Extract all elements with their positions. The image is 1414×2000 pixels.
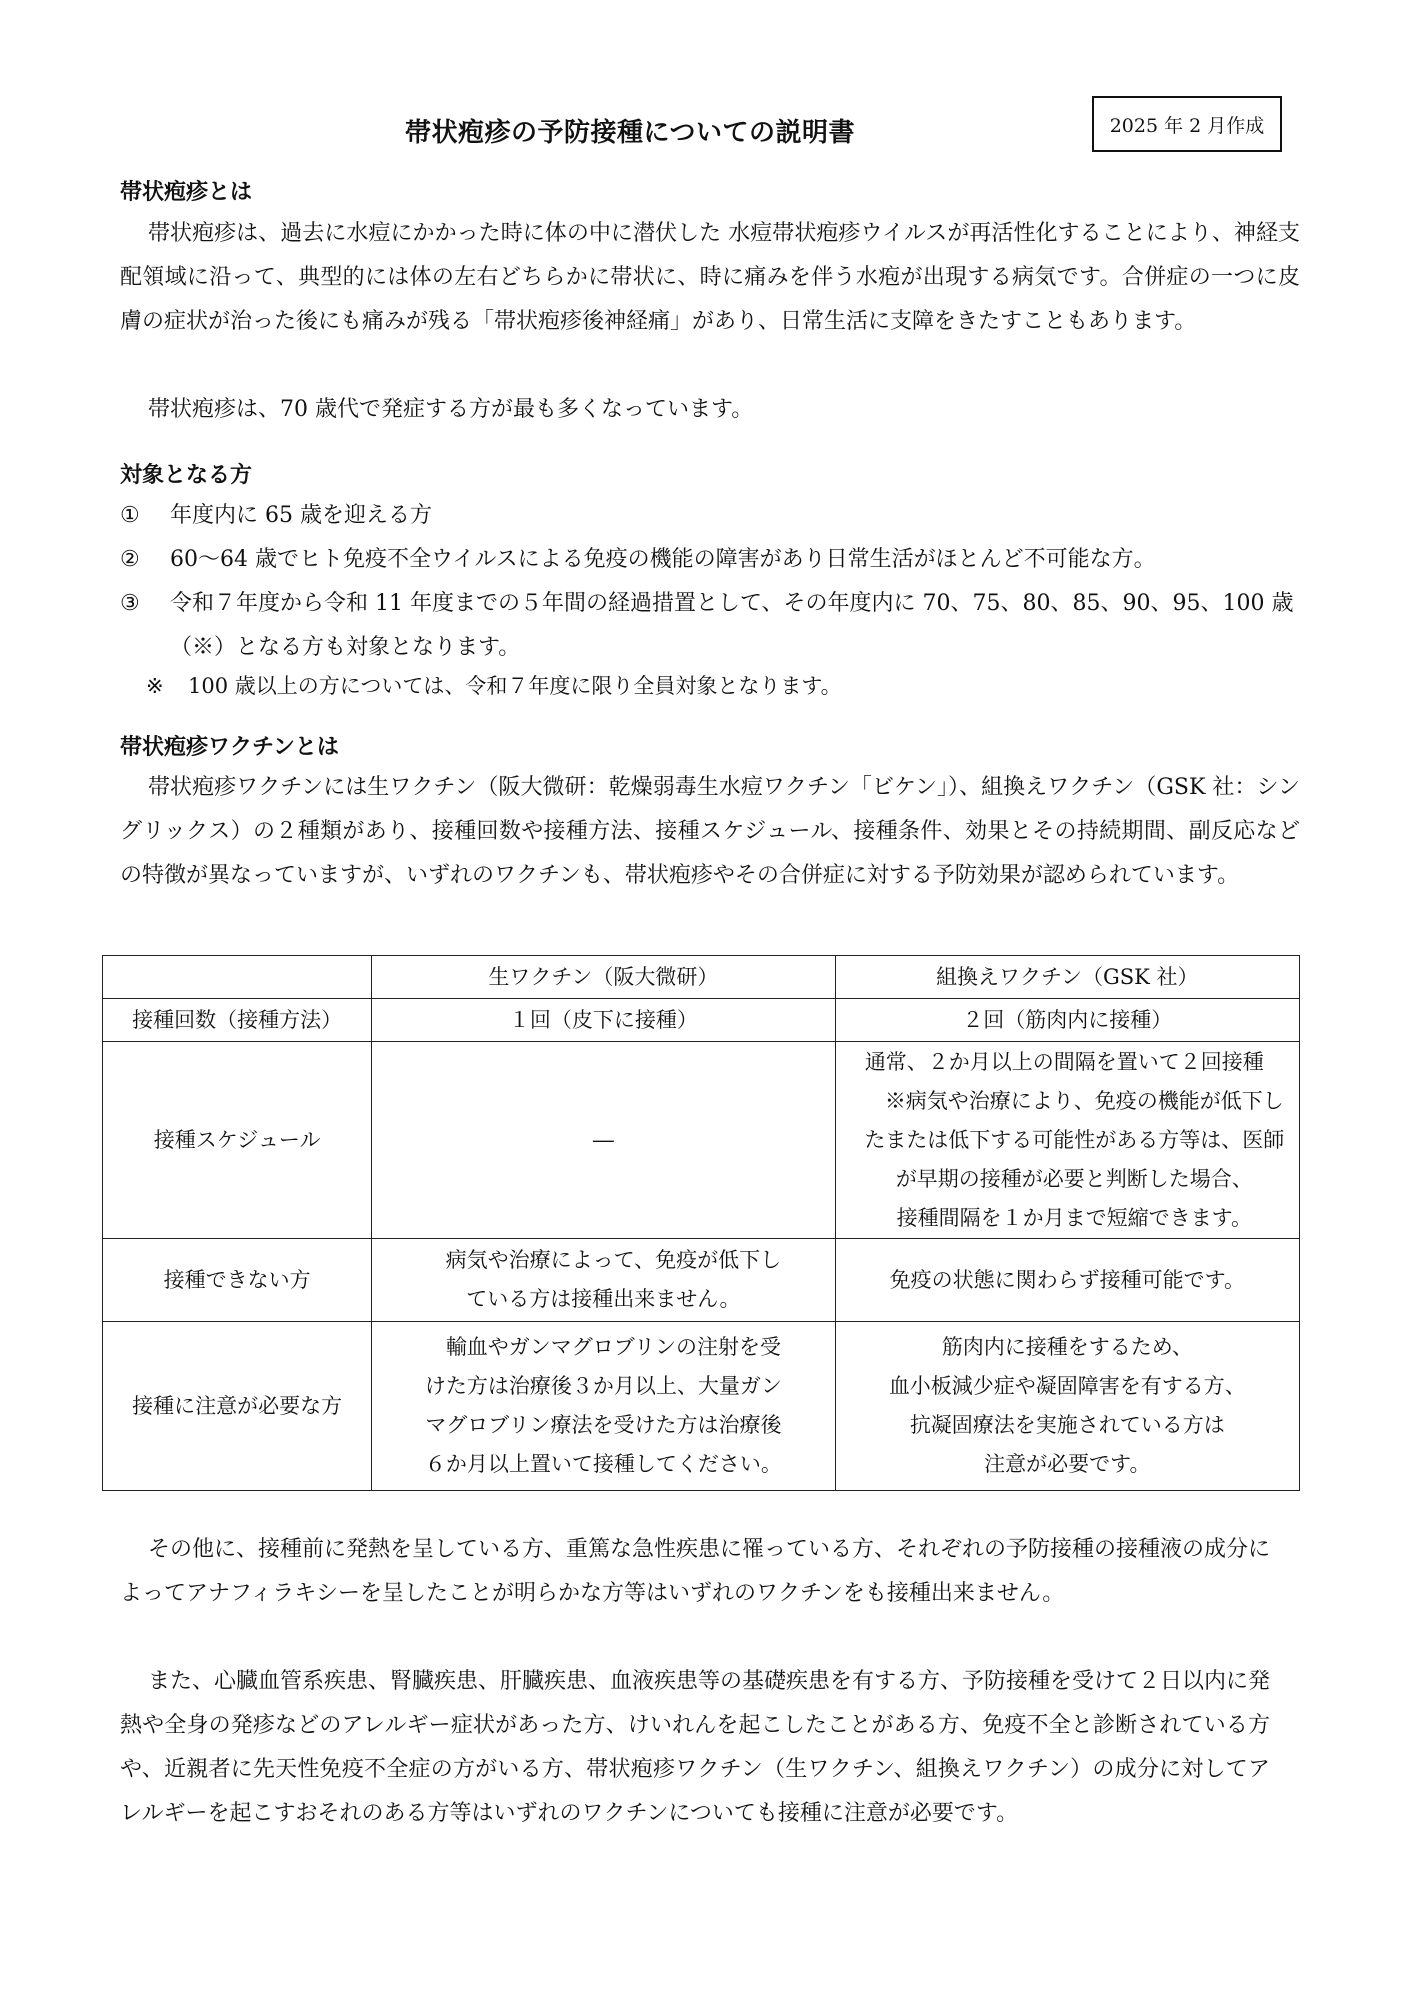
about-paragraph-1: 帯状疱疹は、過去に水痘にかかった時に体の中に潜伏した 水痘帯状疱疹ウイルスが再活性化することにより、神経支配領域に沿って、典型的には体の左右どちらかに帯状に、時に痛みを伴う水疱が出現する病気です。合併症の一つに皮膚の症状が治った後にも痛みが残る「帯状疱疹後神経痛」があり、日常生活に支障をきたすこともあります。 — [120, 221, 1300, 334]
cell-live-schedule: ― — [372, 1042, 835, 1239]
table-header-live: 生ワクチン（阪大微研） — [372, 956, 835, 999]
list-item-text: 60～64 歳でヒト免疫不全ウイルスによる免疫の機能の障害があり日常生活がほとんど不可能な方。 — [170, 547, 1156, 572]
cell-line: ６か月以上置いて接種してください。 — [424, 1452, 782, 1476]
cell-recomb-caution — [835, 1322, 1299, 1491]
list-item — [120, 538, 1300, 582]
target-note — [146, 666, 842, 706]
table-row — [103, 1239, 1300, 1322]
others-paragraph-1: その他に、接種前に発熱を呈している方、重篤な急性疾患に罹っている方、それぞれの予防接種の接種液の成分によってアナフィラキシーを呈したことが明らかな方等はいずれのワクチンをも接種出来ません。 — [120, 1537, 1271, 1606]
cell-live-count: １回（皮下に接種） — [372, 999, 835, 1042]
cell-line: 血小板減少症や凝固障害を有する方、 — [888, 1374, 1246, 1398]
cell-line: けた方は治療後３か月以上、大量ガン — [424, 1374, 782, 1398]
list-item-text: 令和７年度から令和 11 年度までの５年間の経過措置として、その年度内に 70、75、80、85、90、95、100 歳（※）となる方も対象となります。 — [170, 591, 1294, 660]
table-header-recomb: 組換えワクチン（GSK 社） — [835, 956, 1299, 999]
note-text: 100 歳以上の方については、令和７年度に限り全員対象となります。 — [188, 674, 842, 698]
cell-live-cannot — [372, 1239, 835, 1322]
row-label-count: 接種回数（接種方法） — [103, 999, 372, 1042]
vaccine-paragraph: 帯状疱疹ワクチンには生ワクチン（阪大微研：乾燥弱毒生水痘ワクチン「ビケン」）、組換えワクチン（GSK 社：シングリックス）の２種類があり、接種回数や接種方法、接種スケジュール、接種条件、効果とその持続期間、副反応などの特徴が異なっていますが、いずれのワクチンも、帯状疱疹やその合併症に対する予防効果が認められています。 — [120, 775, 1300, 888]
page-title: 帯状疱疹の予防接種についての説明書 — [405, 118, 855, 148]
schedule-note-line: たまたは低下する可能性がある方等は、医師 — [864, 1127, 1285, 1152]
table-row — [103, 956, 1300, 999]
table-header-blank — [103, 956, 372, 999]
cell-recomb-schedule — [835, 1042, 1299, 1239]
section-heading-about: 帯状疱疹とは — [120, 180, 253, 205]
cell-line: 注意が必要です。 — [984, 1452, 1151, 1476]
note-marker: ※ — [146, 674, 164, 698]
section-heading-target: 対象となる方 — [120, 463, 253, 488]
target-list — [120, 494, 1300, 670]
cell-line: 抗凝固療法を実施されている方は — [909, 1413, 1225, 1437]
section-heading-vaccine: 帯状疱疹ワクチンとは — [120, 735, 339, 760]
creation-date-box: 2025 年 2 月作成 — [1092, 96, 1282, 152]
cell-line: 病気や治療によって、免疫が低下し — [445, 1248, 782, 1272]
cell-live-caution — [372, 1322, 835, 1491]
cell-line: マグロブリン療法を受けた方は治療後 — [425, 1413, 782, 1437]
list-marker: ③ — [120, 591, 140, 616]
schedule-note-line: 接種間隔を１か月まで短縮できます。 — [896, 1205, 1252, 1230]
table-row — [103, 999, 1300, 1042]
list-marker: ② — [120, 547, 140, 572]
about-paragraph-2: 帯状疱疹は、70 歳代で発症する方が最も多くなっています。 — [148, 397, 754, 422]
schedule-note-line: が早期の接種が必要と判断した場合、 — [895, 1166, 1253, 1191]
list-item — [120, 582, 1300, 670]
list-item — [120, 494, 1300, 538]
schedule-note-line: ※病気や治療により、免疫の機能が低下し — [884, 1088, 1284, 1113]
list-item-text: 年度内に 65 歳を迎える方 — [170, 503, 432, 528]
cell-recomb-count: ２回（筋肉内に接種） — [835, 999, 1299, 1042]
cell-line: 輸血やガンマグロブリンの注射を受 — [445, 1335, 781, 1359]
schedule-main-text: 通常、２か月以上の間隔を置いて２回接種 — [864, 1049, 1264, 1074]
row-label-caution: 接種に注意が必要な方 — [103, 1322, 372, 1491]
row-label-schedule: 接種スケジュール — [103, 1042, 372, 1239]
others-paragraph-2: また、心臓血管系疾患、腎臓疾患、肝臓疾患、血液疾患等の基礎疾患を有する方、予防接種を受けて２日以内に発熱や全身の発疹などのアレルギー症状があった方、けいれんを起こしたことがある方、免疫不全と診断されている方や、近親者に先天性免疫不全症の方がいる方、帯状疱疹ワクチン（生ワクチン、組換えワクチン）の成分に対してアレルギーを起こすおそれのある方等はいずれのワクチンについても接種に注意が必要です。 — [120, 1669, 1271, 1826]
cell-line: ている方は接種出来ません。 — [466, 1287, 741, 1311]
row-label-cannot: 接種できない方 — [103, 1239, 372, 1322]
cell-recomb-cannot: 免疫の状態に関わらず接種可能です。 — [835, 1239, 1299, 1322]
list-marker: ① — [120, 503, 140, 528]
cell-line: 筋肉内に接種をするため、 — [941, 1335, 1193, 1359]
table-row — [103, 1322, 1300, 1491]
table-row — [103, 1042, 1300, 1239]
vaccine-comparison-table — [102, 955, 1300, 1491]
